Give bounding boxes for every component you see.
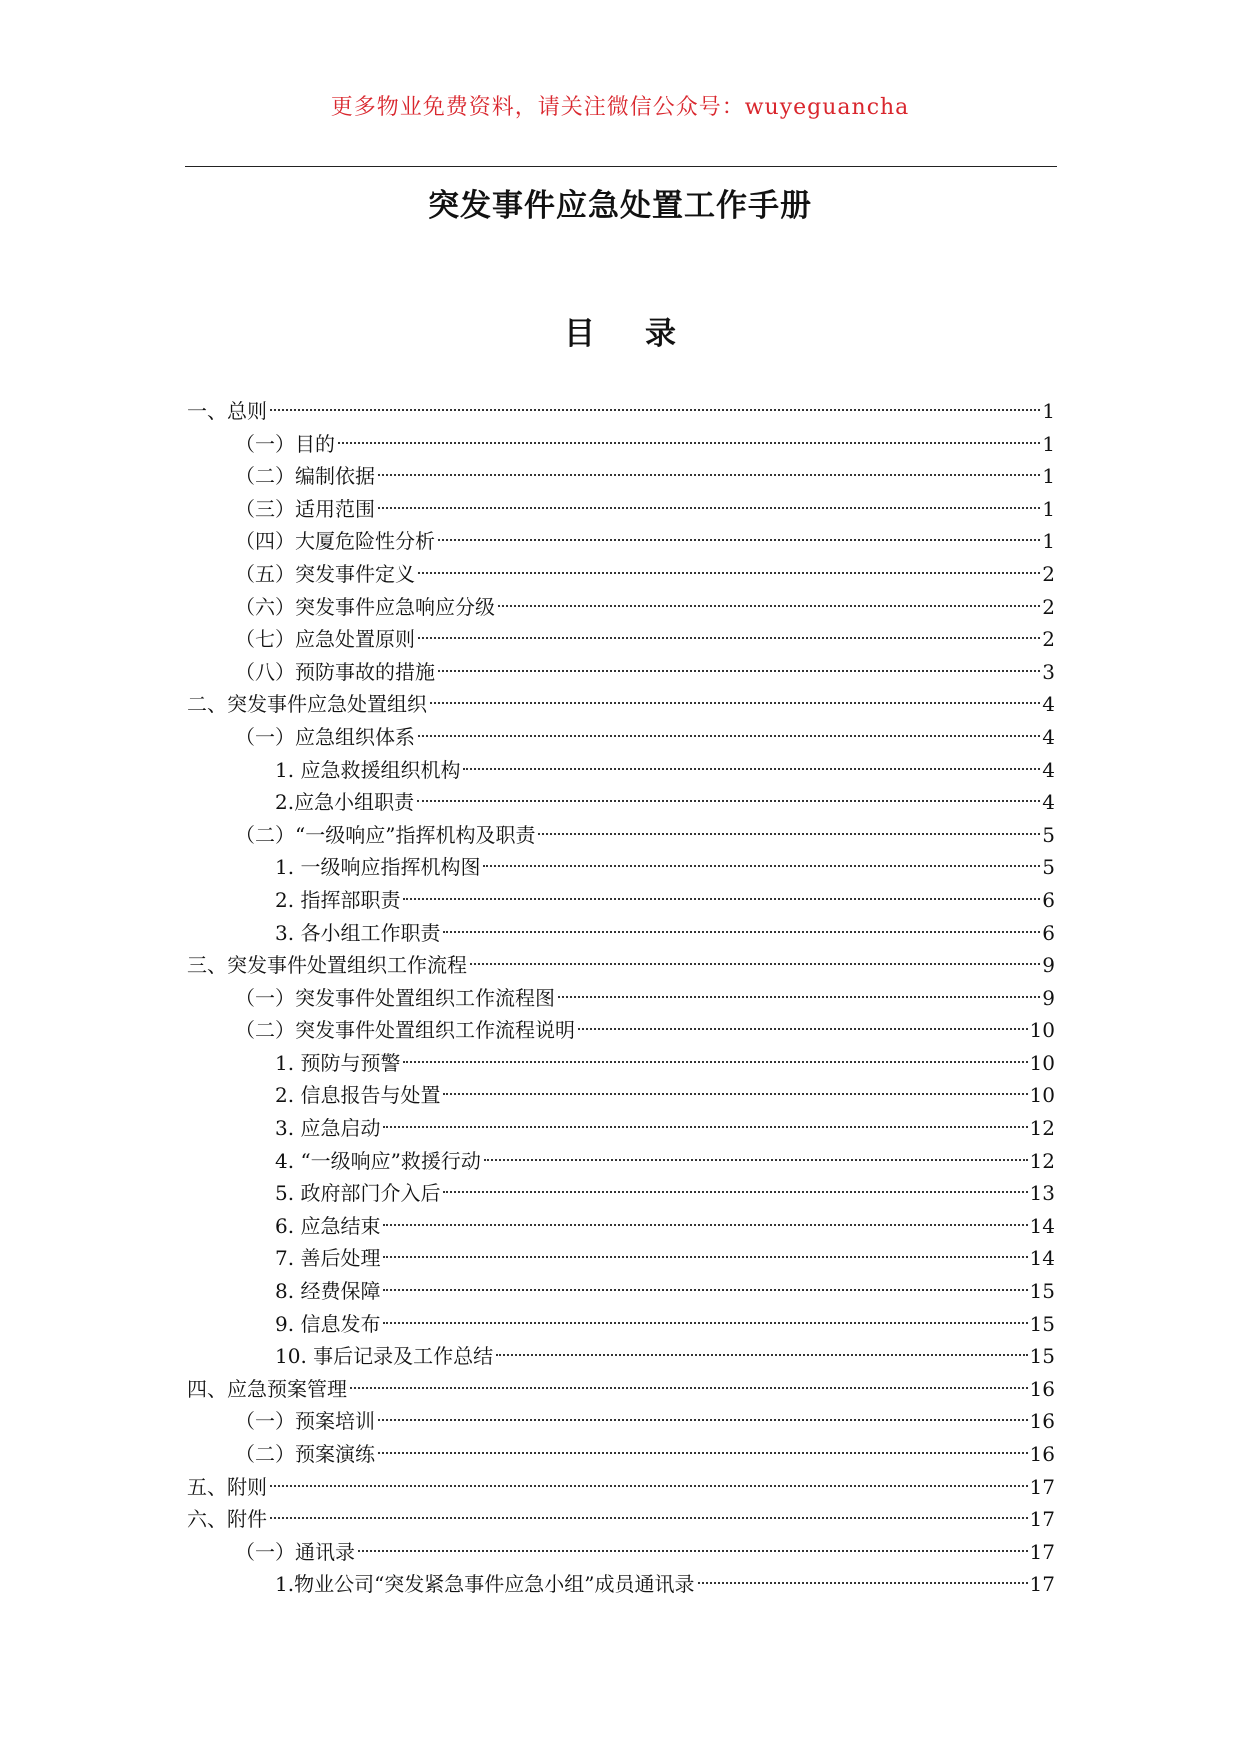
toc-entry-label: 2. 信息报告与处置 — [275, 1083, 441, 1108]
toc-entry-label: 6. 应急结束 — [275, 1213, 381, 1238]
toc-entry[interactable] — [187, 754, 1055, 787]
toc-entry[interactable] — [187, 721, 1055, 754]
toc-entry-page-number: 5 — [1042, 822, 1055, 847]
toc-entry-page-number: 1 — [1042, 529, 1055, 554]
toc-dot-leader — [383, 1224, 1027, 1226]
toc-dot-leader — [496, 1354, 1027, 1356]
toc-dot-leader — [470, 963, 1040, 965]
document-title: 突发事件应急处置工作手册 — [428, 188, 812, 224]
toc-entry-label: （二）突发事件处置组织工作流程说明 — [235, 1018, 575, 1043]
toc-dot-leader — [403, 898, 1040, 900]
toc-entry[interactable] — [187, 688, 1055, 721]
toc-entry-page-number: 15 — [1029, 1311, 1055, 1336]
toc-dot-leader — [484, 1159, 1028, 1161]
toc-entry-page-number: 6 — [1042, 887, 1055, 912]
toc-dot-leader — [463, 768, 1040, 770]
toc-entry[interactable] — [187, 493, 1055, 526]
toc-entry-label: （一）应急组织体系 — [235, 724, 415, 749]
toc-entry-page-number: 12 — [1029, 1148, 1055, 1173]
toc-heading: 目录 — [564, 316, 726, 352]
toc-entry-page-number: 17 — [1029, 1507, 1055, 1532]
toc-entry[interactable] — [187, 949, 1055, 982]
toc-entry[interactable] — [187, 1308, 1055, 1341]
header-promo-note: 更多物业免费资料，请关注微信公众号：wuyeguancha — [330, 95, 910, 120]
toc-entry-page-number: 10 — [1029, 1018, 1055, 1043]
toc-entry-page-number: 3 — [1042, 659, 1055, 684]
toc-entry[interactable] — [187, 1503, 1055, 1536]
toc-dot-leader — [578, 1028, 1028, 1030]
toc-entry-label: 5. 政府部门介入后 — [275, 1181, 441, 1206]
toc-entry-label: （六）突发事件应急响应分级 — [235, 594, 495, 619]
toc-entry[interactable] — [187, 428, 1055, 461]
toc-dot-leader — [403, 1061, 1027, 1063]
toc-entry-page-number: 1 — [1042, 399, 1055, 423]
toc-entry-page-number: 1 — [1042, 431, 1055, 456]
toc-entry[interactable] — [187, 917, 1055, 950]
toc-entry-label: 2.应急小组职责 — [275, 790, 415, 815]
toc-entry-label: 一、总则 — [187, 399, 267, 423]
toc-dot-leader — [418, 735, 1040, 737]
toc-entry-label: （四）大厦危险性分析 — [235, 529, 435, 554]
toc-entry-label: 7. 善后处理 — [275, 1246, 381, 1271]
toc-entry-page-number: 4 — [1042, 757, 1055, 782]
toc-entry[interactable] — [187, 1471, 1055, 1504]
toc-entry-page-number: 14 — [1029, 1246, 1055, 1271]
toc-entry-label: 六、附件 — [187, 1507, 267, 1532]
toc-entry-label: （五）突发事件定义 — [235, 561, 415, 586]
toc-dot-leader — [383, 1256, 1027, 1258]
toc-dot-leader — [383, 1289, 1027, 1291]
toc-dot-leader — [418, 637, 1040, 639]
toc-entry[interactable] — [187, 1373, 1055, 1406]
toc-entry[interactable] — [187, 1275, 1055, 1308]
toc-dot-leader — [417, 800, 1040, 802]
toc-entry[interactable] — [187, 1568, 1055, 1601]
toc-entry[interactable] — [187, 1014, 1055, 1047]
toc-entry-label: 三、突发事件处置组织工作流程 — [187, 953, 467, 978]
toc-entry[interactable] — [187, 1177, 1055, 1210]
toc-entry[interactable] — [187, 982, 1055, 1015]
toc-entry-label: 8. 经费保障 — [275, 1279, 381, 1304]
toc-entry-page-number: 17 — [1029, 1539, 1055, 1564]
toc-dot-leader — [443, 931, 1040, 933]
toc-entry[interactable] — [187, 1242, 1055, 1275]
toc-entry-page-number: 4 — [1042, 724, 1055, 749]
toc-entry-label: （二）预案演练 — [235, 1442, 375, 1466]
toc-dot-leader — [538, 833, 1040, 835]
toc-entry[interactable] — [187, 1145, 1055, 1178]
toc-entry-label: 3. 各小组工作职责 — [275, 920, 441, 945]
table-of-contents — [187, 395, 1055, 1601]
toc-dot-leader — [378, 1419, 1028, 1421]
toc-entry-page-number: 10 — [1029, 1083, 1055, 1108]
toc-entry[interactable] — [187, 656, 1055, 689]
toc-entry-page-number: 4 — [1042, 692, 1055, 717]
toc-entry-label: （二）“一级响应”指挥机构及职责 — [235, 822, 536, 847]
toc-entry-label: 1.物业公司“突发紧急事件应急小组”成员通讯录 — [275, 1572, 695, 1597]
toc-dot-leader — [443, 1093, 1027, 1095]
toc-entry-label: 1. 预防与预警 — [275, 1050, 401, 1075]
toc-entry-page-number: 15 — [1029, 1279, 1055, 1304]
toc-dot-leader — [498, 605, 1040, 607]
toc-entry-label: （一）目的 — [235, 431, 335, 456]
toc-dot-leader — [383, 1126, 1027, 1128]
toc-dot-leader — [378, 474, 1040, 476]
toc-entry-page-number: 1 — [1042, 496, 1055, 521]
toc-entry-label: （一）通讯录 — [235, 1539, 355, 1564]
toc-entry[interactable] — [187, 1112, 1055, 1145]
toc-entry-page-number: 17 — [1029, 1474, 1055, 1499]
toc-entry-page-number: 15 — [1029, 1344, 1055, 1369]
toc-entry[interactable] — [187, 623, 1055, 656]
toc-entry-label: 4. “一级响应”救援行动 — [275, 1148, 481, 1173]
toc-entry-page-number: 16 — [1029, 1442, 1055, 1466]
toc-entry[interactable] — [187, 525, 1055, 558]
toc-entry-page-number: 1 — [1042, 464, 1055, 489]
toc-entry-label: （二）编制依据 — [235, 464, 375, 489]
toc-entry[interactable] — [187, 1079, 1055, 1112]
toc-dot-leader — [270, 1485, 1028, 1487]
toc-entry[interactable] — [187, 460, 1055, 493]
toc-dot-leader — [358, 1550, 1028, 1552]
toc-entry[interactable] — [187, 1536, 1055, 1569]
toc-entry-label: （三）适用范围 — [235, 496, 375, 521]
toc-entry[interactable] — [187, 1405, 1055, 1438]
toc-entry[interactable] — [187, 1340, 1055, 1373]
toc-dot-leader — [418, 572, 1040, 574]
toc-entry-label: 二、突发事件应急处置组织 — [187, 692, 427, 717]
toc-entry-page-number: 9 — [1042, 985, 1055, 1010]
toc-entry-page-number: 13 — [1029, 1181, 1055, 1206]
toc-dot-leader — [443, 1191, 1027, 1193]
toc-entry-page-number: 6 — [1042, 920, 1055, 945]
toc-entry-page-number: 5 — [1042, 855, 1055, 880]
toc-entry[interactable] — [187, 786, 1055, 819]
toc-entry[interactable] — [187, 395, 1055, 428]
toc-entry-label: 1. 应急救援组织机构 — [275, 757, 461, 782]
toc-entry-label: （八）预防事故的措施 — [235, 659, 435, 684]
toc-dot-leader — [270, 409, 1040, 411]
toc-entry[interactable] — [187, 591, 1055, 624]
toc-entry-page-number: 14 — [1029, 1213, 1055, 1238]
toc-entry[interactable] — [187, 1210, 1055, 1243]
toc-entry-label: 9. 信息发布 — [275, 1311, 381, 1336]
toc-dot-leader — [270, 1517, 1028, 1519]
toc-dot-leader — [438, 670, 1040, 672]
toc-entry[interactable] — [187, 558, 1055, 591]
toc-entry-label: 10. 事后记录及工作总结 — [275, 1344, 494, 1369]
toc-entry[interactable] — [187, 851, 1055, 884]
toc-entry[interactable] — [187, 1438, 1055, 1471]
toc-entry-label: 1. 一级响应指挥机构图 — [275, 855, 481, 880]
toc-entry-page-number: 16 — [1029, 1409, 1055, 1434]
toc-entry-page-number: 4 — [1042, 790, 1055, 815]
toc-dot-leader — [698, 1582, 1028, 1584]
toc-entry-page-number: 2 — [1042, 561, 1055, 586]
toc-dot-leader — [558, 996, 1040, 998]
toc-entry-page-number: 2 — [1042, 594, 1055, 619]
toc-entry-label: （七）应急处置原则 — [235, 627, 415, 652]
toc-entry-label: 四、应急预案管理 — [187, 1376, 347, 1401]
toc-entry[interactable] — [187, 819, 1055, 852]
toc-dot-leader — [430, 702, 1040, 704]
toc-dot-leader — [438, 539, 1040, 541]
toc-entry-label: （一）预案培训 — [235, 1409, 375, 1434]
toc-dot-leader — [338, 442, 1040, 444]
toc-dot-leader — [378, 1452, 1028, 1454]
toc-entry-label: 3. 应急启动 — [275, 1116, 381, 1141]
toc-entry-page-number: 10 — [1029, 1050, 1055, 1075]
toc-dot-leader — [378, 507, 1040, 509]
toc-dot-leader — [483, 865, 1040, 867]
toc-entry-label: 2. 指挥部职责 — [275, 887, 401, 912]
toc-entry-page-number: 12 — [1029, 1116, 1055, 1141]
toc-entry-page-number: 9 — [1042, 953, 1055, 978]
toc-entry-page-number: 2 — [1042, 627, 1055, 652]
toc-entry[interactable] — [187, 1047, 1055, 1080]
toc-entry-page-number: 16 — [1029, 1376, 1055, 1401]
toc-entry[interactable] — [187, 884, 1055, 917]
toc-entry-label: （一）突发事件处置组织工作流程图 — [235, 985, 555, 1010]
header-divider — [185, 166, 1057, 167]
toc-entry-label: 五、附则 — [187, 1474, 267, 1499]
toc-dot-leader — [383, 1322, 1027, 1324]
toc-entry-page-number: 17 — [1029, 1572, 1055, 1597]
toc-dot-leader — [350, 1387, 1028, 1389]
